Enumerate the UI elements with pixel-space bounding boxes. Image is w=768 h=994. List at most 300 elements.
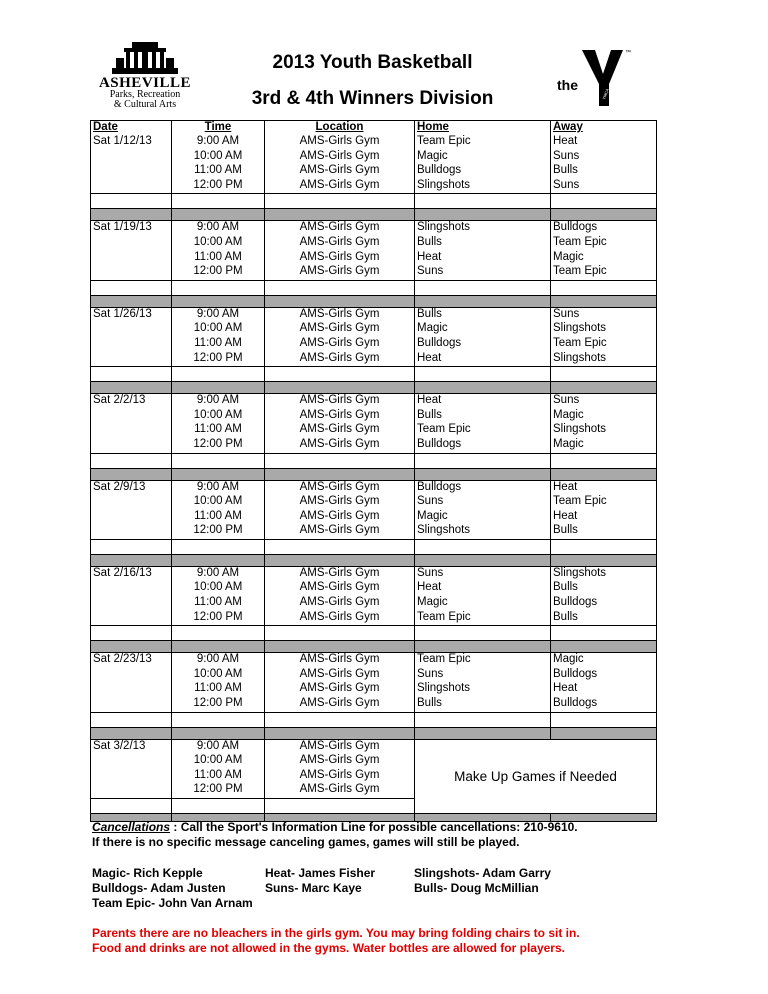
time-cell: 12:00 PM — [172, 611, 265, 626]
divider-cell — [265, 209, 415, 221]
location-cell: AMS-Girls Gym — [265, 783, 415, 798]
spacer-row — [91, 367, 657, 382]
divider-cell — [265, 554, 415, 566]
spacer-cell — [265, 539, 415, 554]
time-cell: 12:00 PM — [172, 265, 265, 280]
spacer-cell — [91, 626, 172, 641]
location-cell: AMS-Girls Gym — [265, 611, 415, 626]
spacer-cell — [265, 453, 415, 468]
spacer-cell — [265, 799, 415, 814]
table-row — [91, 495, 657, 510]
away-team-cell: Magic — [551, 251, 657, 266]
location-cell: AMS-Girls Gym — [265, 394, 415, 409]
location-cell: AMS-Girls Gym — [265, 322, 415, 337]
ymca-tm: ™ — [625, 50, 631, 56]
location-cell: AMS-Girls Gym — [265, 337, 415, 352]
divider-cell — [551, 295, 657, 307]
location-cell: AMS-Girls Gym — [265, 164, 415, 179]
time-cell: 10:00 AM — [172, 495, 265, 510]
division-title: 3rd & 4th Winners Division — [251, 88, 494, 109]
time-cell: 9:00 AM — [172, 653, 265, 668]
spacer-row — [91, 280, 657, 295]
away-team-cell: Heat — [551, 682, 657, 697]
time-cell: 12:00 PM — [172, 783, 265, 798]
time-cell: 10:00 AM — [172, 409, 265, 424]
table-row — [91, 438, 657, 453]
spacer-row — [91, 539, 657, 554]
spacer-cell — [415, 626, 551, 641]
spacer-cell — [551, 280, 657, 295]
spacer-row — [91, 626, 657, 641]
spacer-cell — [415, 194, 551, 209]
time-cell: 10:00 AM — [172, 322, 265, 337]
table-row — [91, 697, 657, 712]
location-cell: AMS-Girls Gym — [265, 150, 415, 165]
home-team-cell: Magic — [415, 150, 551, 165]
spacer-cell — [551, 367, 657, 382]
table-row — [91, 409, 657, 424]
date-cell — [91, 682, 172, 697]
date-cell — [91, 668, 172, 683]
divider-cell — [91, 727, 172, 739]
time-cell: 11:00 AM — [172, 337, 265, 352]
coach-team-epic: Team Epic- John Van Arnam — [92, 896, 253, 910]
home-team-cell: Heat — [415, 251, 551, 266]
date-cell: Sat 3/2/13 — [91, 739, 172, 754]
spacer-cell — [551, 453, 657, 468]
time-cell: 10:00 AM — [172, 236, 265, 251]
location-cell: AMS-Girls Gym — [265, 423, 415, 438]
date-cell — [91, 265, 172, 280]
spacer-cell — [415, 539, 551, 554]
makeup-games-note: Make Up Games if Needed — [415, 739, 657, 813]
ymca-y-icon — [555, 44, 635, 114]
location-cell: AMS-Girls Gym — [265, 566, 415, 581]
ymca-the-text: the — [557, 77, 578, 93]
location-cell: AMS-Girls Gym — [265, 668, 415, 683]
home-team-cell: Team Epic — [415, 653, 551, 668]
divider-cell — [265, 382, 415, 394]
location-cell: AMS-Girls Gym — [265, 495, 415, 510]
divider-cell — [551, 727, 657, 739]
date-cell — [91, 495, 172, 510]
logo-sub-1: Parks, Recreation — [109, 89, 181, 100]
date-cell — [91, 438, 172, 453]
time-cell: 12:00 PM — [172, 352, 265, 367]
spacer-cell — [91, 799, 172, 814]
table-row — [91, 150, 657, 165]
location-cell: AMS-Girls Gym — [265, 221, 415, 236]
time-cell: 10:00 AM — [172, 150, 265, 165]
date-cell — [91, 164, 172, 179]
time-cell: 11:00 AM — [172, 596, 265, 611]
table-row — [91, 221, 657, 236]
date-cell — [91, 524, 172, 539]
divider-cell — [265, 727, 415, 739]
date-cell — [91, 596, 172, 611]
divider-row — [91, 554, 657, 566]
time-cell: 10:00 AM — [172, 581, 265, 596]
table-row — [91, 653, 657, 668]
divider-cell — [551, 641, 657, 653]
home-team-cell: Suns — [415, 566, 551, 581]
cancellations-label: Cancellations — [92, 820, 171, 834]
time-cell: 12:00 PM — [172, 438, 265, 453]
table-row — [91, 611, 657, 626]
col-header-location: Location — [265, 121, 415, 136]
time-cell: 9:00 AM — [172, 221, 265, 236]
spacer-cell — [415, 712, 551, 727]
page-title: 2013 Youth Basketball — [272, 52, 473, 73]
location-cell: AMS-Girls Gym — [265, 596, 415, 611]
home-team-cell: Slingshots — [415, 179, 551, 194]
table-row — [91, 596, 657, 611]
home-team-cell: Team Epic — [415, 423, 551, 438]
date-cell: Sat 1/19/13 — [91, 221, 172, 236]
table-row — [91, 352, 657, 367]
location-cell: AMS-Girls Gym — [265, 307, 415, 322]
time-cell: 11:00 AM — [172, 251, 265, 266]
location-cell: AMS-Girls Gym — [265, 352, 415, 367]
time-cell: 9:00 AM — [172, 135, 265, 150]
date-cell — [91, 352, 172, 367]
table-row — [91, 307, 657, 322]
location-cell: AMS-Girls Gym — [265, 581, 415, 596]
divider-cell — [172, 295, 265, 307]
date-cell — [91, 322, 172, 337]
divider-cell — [415, 641, 551, 653]
home-team-cell: Bulls — [415, 307, 551, 322]
location-cell: AMS-Girls Gym — [265, 251, 415, 266]
away-team-cell: Suns — [551, 150, 657, 165]
date-cell — [91, 754, 172, 769]
spacer-cell — [172, 367, 265, 382]
home-team-cell: Suns — [415, 668, 551, 683]
away-team-cell: Slingshots — [551, 322, 657, 337]
cancellations-note — [92, 820, 578, 850]
divider-row — [91, 468, 657, 480]
coach-heat: Heat- James Fisher — [265, 866, 376, 880]
time-cell: 9:00 AM — [172, 394, 265, 409]
table-row — [91, 265, 657, 280]
spacer-cell — [91, 453, 172, 468]
date-cell — [91, 179, 172, 194]
table-row — [91, 394, 657, 409]
spacer-cell — [551, 194, 657, 209]
location-cell: AMS-Girls Gym — [265, 480, 415, 495]
away-team-cell: Team Epic — [551, 265, 657, 280]
away-team-cell: Slingshots — [551, 352, 657, 367]
home-team-cell: Slingshots — [415, 524, 551, 539]
home-team-cell: Bulls — [415, 409, 551, 424]
table-row — [91, 236, 657, 251]
date-cell: Sat 2/23/13 — [91, 653, 172, 668]
divider-cell — [91, 209, 172, 221]
date-cell — [91, 581, 172, 596]
spacer-cell — [172, 626, 265, 641]
time-cell: 12:00 PM — [172, 697, 265, 712]
time-cell: 12:00 PM — [172, 524, 265, 539]
time-cell: 11:00 AM — [172, 682, 265, 697]
spacer-cell — [172, 453, 265, 468]
spacer-cell — [91, 539, 172, 554]
spacer-cell — [415, 367, 551, 382]
table-row — [91, 322, 657, 337]
time-cell: 11:00 AM — [172, 164, 265, 179]
divider-cell — [172, 727, 265, 739]
spacer-cell — [172, 712, 265, 727]
home-team-cell: Bulldogs — [415, 337, 551, 352]
home-team-cell: Bulldogs — [415, 438, 551, 453]
time-cell: 11:00 AM — [172, 423, 265, 438]
away-team-cell: Heat — [551, 510, 657, 525]
spacer-cell — [91, 280, 172, 295]
divider-cell — [91, 382, 172, 394]
table-row — [91, 179, 657, 194]
spacer-row — [91, 712, 657, 727]
away-team-cell: Team Epic — [551, 495, 657, 510]
home-team-cell: Heat — [415, 394, 551, 409]
away-team-cell: Bulls — [551, 581, 657, 596]
home-team-cell: Heat — [415, 352, 551, 367]
away-team-cell: Slingshots — [551, 566, 657, 581]
table-header-row — [91, 121, 657, 136]
date-cell — [91, 769, 172, 784]
col-header-date: Date — [91, 121, 172, 136]
divider-row — [91, 641, 657, 653]
divider-cell — [172, 382, 265, 394]
time-cell: 9:00 AM — [172, 480, 265, 495]
time-cell: 9:00 AM — [172, 307, 265, 322]
date-cell — [91, 150, 172, 165]
location-cell: AMS-Girls Gym — [265, 682, 415, 697]
spacer-cell — [172, 194, 265, 209]
home-team-cell: Slingshots — [415, 221, 551, 236]
table-row — [91, 423, 657, 438]
home-team-cell: Magic — [415, 510, 551, 525]
away-team-cell: Suns — [551, 394, 657, 409]
schedule-body — [91, 135, 657, 822]
away-team-cell: Magic — [551, 438, 657, 453]
location-cell: AMS-Girls Gym — [265, 409, 415, 424]
spacer-cell — [415, 280, 551, 295]
date-cell — [91, 783, 172, 798]
divider-cell — [415, 554, 551, 566]
spacer-cell — [91, 712, 172, 727]
coach-magic: Magic- Rich Kepple — [92, 866, 203, 880]
table-row — [91, 164, 657, 179]
ymca-small-text: YMCA — [601, 87, 610, 101]
spacer-cell — [551, 626, 657, 641]
time-cell: 10:00 AM — [172, 668, 265, 683]
table-row — [91, 682, 657, 697]
divider-cell — [172, 554, 265, 566]
away-team-cell: Suns — [551, 179, 657, 194]
time-cell: 9:00 AM — [172, 739, 265, 754]
location-cell: AMS-Girls Gym — [265, 739, 415, 754]
date-cell — [91, 611, 172, 626]
spacer-cell — [172, 799, 265, 814]
divider-cell — [415, 468, 551, 480]
parents-line1: Parents there are no bleachers in the girls gym. You may bring folding chairs to sit in. — [92, 926, 580, 940]
time-cell: 10:00 AM — [172, 754, 265, 769]
spacer-cell — [172, 280, 265, 295]
spacer-cell — [551, 712, 657, 727]
divider-row — [91, 382, 657, 394]
location-cell: AMS-Girls Gym — [265, 754, 415, 769]
location-cell: AMS-Girls Gym — [265, 769, 415, 784]
coach-slingshots: Slingshots- Adam Garry — [414, 866, 551, 880]
divider-cell — [91, 295, 172, 307]
spacer-cell — [91, 367, 172, 382]
location-cell: AMS-Girls Gym — [265, 524, 415, 539]
divider-cell — [91, 468, 172, 480]
location-cell: AMS-Girls Gym — [265, 179, 415, 194]
home-team-cell: Magic — [415, 322, 551, 337]
location-cell: AMS-Girls Gym — [265, 438, 415, 453]
spacer-cell — [265, 367, 415, 382]
home-team-cell: Suns — [415, 265, 551, 280]
divider-cell — [265, 641, 415, 653]
location-cell: AMS-Girls Gym — [265, 265, 415, 280]
divider-cell — [415, 295, 551, 307]
away-team-cell: Suns — [551, 307, 657, 322]
away-team-cell: Magic — [551, 409, 657, 424]
home-team-cell: Team Epic — [415, 611, 551, 626]
spacer-row — [91, 194, 657, 209]
away-team-cell: Bulls — [551, 611, 657, 626]
location-cell: AMS-Girls Gym — [265, 653, 415, 668]
coach-bulls: Bulls- Doug McMillian — [414, 881, 539, 895]
divider-cell — [91, 641, 172, 653]
logo-city-name: ASHEVILLE — [98, 75, 192, 91]
logo-sub-2: & Cultural Arts — [113, 99, 177, 110]
home-team-cell: Heat — [415, 581, 551, 596]
table-row — [91, 524, 657, 539]
away-team-cell: Bulldogs — [551, 221, 657, 236]
home-team-cell: Suns — [415, 495, 551, 510]
divider-cell — [172, 641, 265, 653]
divider-cell — [551, 209, 657, 221]
divider-cell — [551, 554, 657, 566]
table-row — [91, 739, 657, 754]
table-row — [91, 581, 657, 596]
divider-cell — [551, 382, 657, 394]
date-cell — [91, 337, 172, 352]
home-team-cell: Magic — [415, 596, 551, 611]
table-row — [91, 337, 657, 352]
divider-cell — [91, 554, 172, 566]
col-header-away: Away — [551, 121, 657, 136]
spacer-cell — [91, 194, 172, 209]
coach-bulldogs: Bulldogs- Adam Justen — [92, 881, 226, 895]
away-team-cell: Bulls — [551, 164, 657, 179]
table-row — [91, 480, 657, 495]
divider-cell — [551, 468, 657, 480]
away-team-cell: Bulldogs — [551, 697, 657, 712]
col-header-time: Time — [172, 121, 265, 136]
date-cell: Sat 2/9/13 — [91, 480, 172, 495]
asheville-logo — [90, 40, 200, 115]
spacer-cell — [265, 626, 415, 641]
divider-cell — [172, 468, 265, 480]
divider-cell — [415, 382, 551, 394]
spacer-cell — [172, 539, 265, 554]
divider-cell — [265, 295, 415, 307]
table-row — [91, 251, 657, 266]
spacer-row — [91, 453, 657, 468]
cancellations-line2: If there is no specific message canceling games, games will still be played. — [92, 835, 520, 849]
location-cell: AMS-Girls Gym — [265, 135, 415, 150]
divider-row — [91, 295, 657, 307]
away-team-cell: Heat — [551, 135, 657, 150]
cancellations-line1: : Call the Sport's Information Line for possible cancellations: 210-9610. — [170, 820, 578, 834]
spacer-cell — [265, 712, 415, 727]
away-team-cell: Heat — [551, 480, 657, 495]
spacer-cell — [551, 539, 657, 554]
date-cell — [91, 236, 172, 251]
divider-row — [91, 727, 657, 739]
away-team-cell: Bulldogs — [551, 596, 657, 611]
divider-cell — [415, 209, 551, 221]
date-cell — [91, 409, 172, 424]
table-row — [91, 566, 657, 581]
table-row — [91, 510, 657, 525]
home-team-cell: Slingshots — [415, 682, 551, 697]
date-cell — [91, 697, 172, 712]
time-cell: 11:00 AM — [172, 510, 265, 525]
spacer-cell — [415, 453, 551, 468]
date-cell — [91, 251, 172, 266]
date-cell — [91, 510, 172, 525]
divider-cell — [415, 727, 551, 739]
home-team-cell: Bulls — [415, 697, 551, 712]
divider-cell — [265, 468, 415, 480]
location-cell: AMS-Girls Gym — [265, 236, 415, 251]
parents-line2: Food and drinks are not allowed in the gyms. Water bottles are allowed for players. — [92, 941, 565, 955]
time-cell: 9:00 AM — [172, 566, 265, 581]
table-row — [91, 668, 657, 683]
location-cell: AMS-Girls Gym — [265, 510, 415, 525]
date-cell: Sat 1/12/13 — [91, 135, 172, 150]
date-cell: Sat 2/16/13 — [91, 566, 172, 581]
away-team-cell: Bulldogs — [551, 668, 657, 683]
away-team-cell: Team Epic — [551, 337, 657, 352]
date-cell: Sat 1/26/13 — [91, 307, 172, 322]
spacer-cell — [265, 280, 415, 295]
location-cell: AMS-Girls Gym — [265, 697, 415, 712]
coach-suns: Suns- Marc Kaye — [265, 881, 362, 895]
away-team-cell: Magic — [551, 653, 657, 668]
ymca-logo — [555, 44, 635, 114]
time-cell: 11:00 AM — [172, 769, 265, 784]
parents-note — [92, 926, 580, 956]
date-cell — [91, 423, 172, 438]
spacer-cell — [265, 194, 415, 209]
away-team-cell: Bulls — [551, 524, 657, 539]
table-row — [91, 135, 657, 150]
home-team-cell: Bulldogs — [415, 164, 551, 179]
col-header-home: Home — [415, 121, 551, 136]
away-team-cell: Slingshots — [551, 423, 657, 438]
time-cell: 12:00 PM — [172, 179, 265, 194]
home-team-cell: Bulldogs — [415, 480, 551, 495]
home-team-cell: Team Epic — [415, 135, 551, 150]
away-team-cell: Team Epic — [551, 236, 657, 251]
building-icon — [110, 40, 180, 76]
date-cell: Sat 2/2/13 — [91, 394, 172, 409]
divider-row — [91, 209, 657, 221]
